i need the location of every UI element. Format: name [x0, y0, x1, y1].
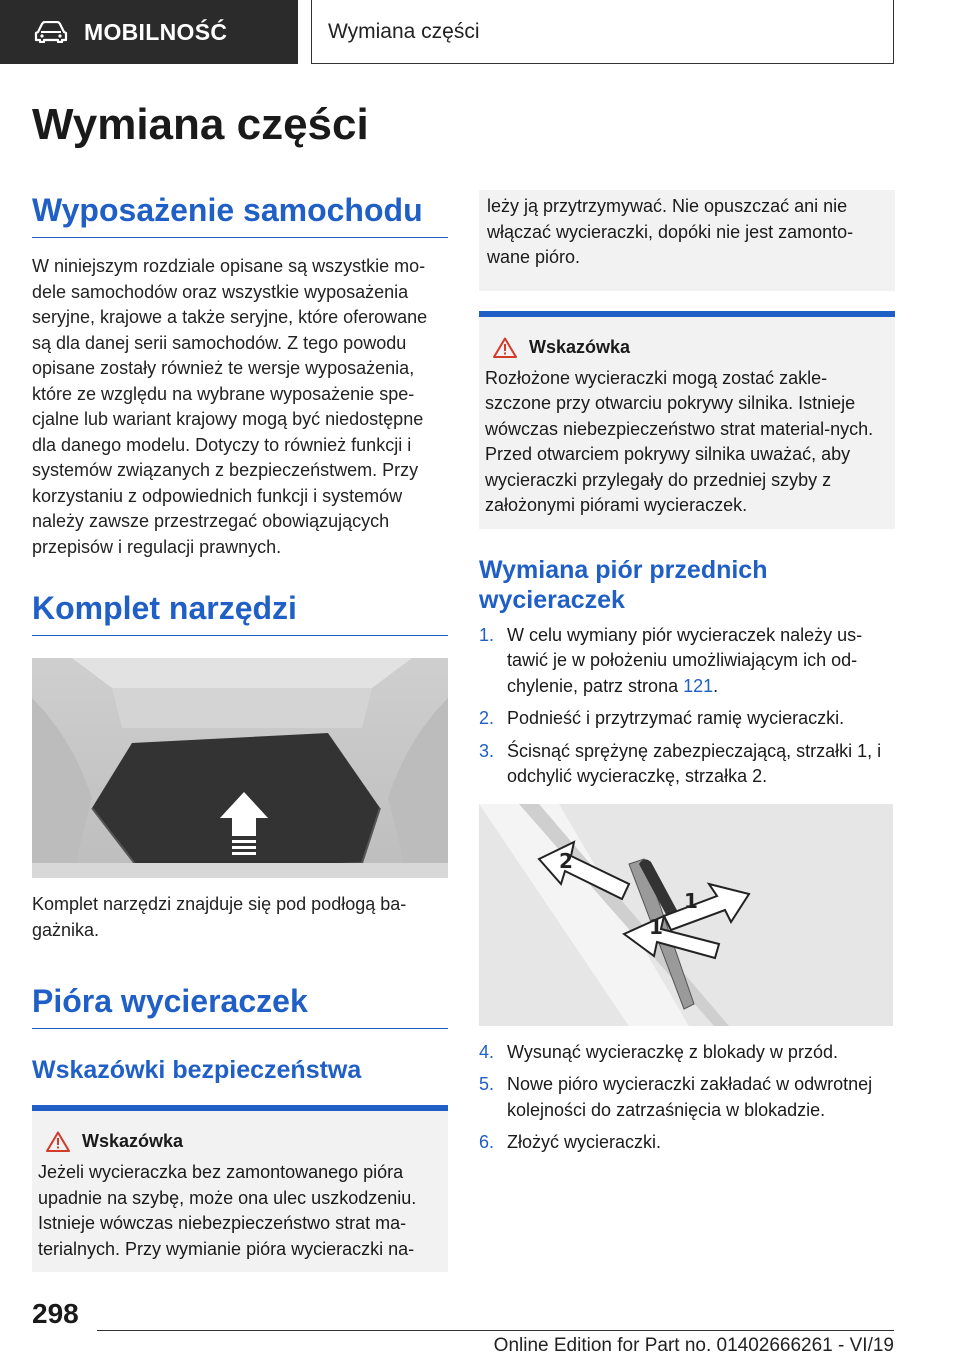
- step-text: [507, 706, 895, 732]
- step-item: [479, 1130, 895, 1156]
- step-text: [507, 623, 895, 700]
- footer-divider: [97, 1330, 894, 1331]
- warning-icon: [493, 337, 517, 358]
- right-column: [479, 190, 895, 1163]
- warning-title: Wskazówka: [529, 336, 631, 357]
- step-text: [507, 1130, 895, 1156]
- step-text: [507, 1040, 895, 1066]
- step-number: 5.: [479, 1074, 495, 1094]
- warning-box-1-continued: leży ją przytrzymywać. Nie opuszczać ani nie włączać wycieraczki, dopóki nie jest zamonto-wane pióro.: [479, 190, 895, 291]
- step-number: 6.: [479, 1132, 495, 1152]
- step-item: [479, 1040, 895, 1066]
- steps-list-b: [479, 1040, 895, 1156]
- step-number: 3.: [479, 740, 495, 761]
- step-text-after: .: [713, 675, 719, 696]
- warning-box-1: [32, 1105, 448, 1272]
- section-title-toolkit: Komplet narzędzi: [32, 590, 448, 636]
- figure-label-2: 2: [559, 848, 573, 873]
- step-number: 2.: [479, 708, 495, 728]
- step-text-main: Złożyć wycieraczki.: [507, 1132, 662, 1152]
- step-text-main: Wysunąć wycieraczkę z blokady w przód.: [507, 1041, 838, 1062]
- car-icon: [34, 21, 68, 43]
- step-number: 4.: [479, 1041, 495, 1062]
- equipment-text: W niniejszym rozdziale opisane są wszystkie mo-dele samochodów oraz wszystkie wyposażenia seryjne, krajowe a także seryjne, które oferowane są dla danej serii samochodów. Z tego powodu opisane zostały również te wersje wyposażenia, które ze względu na wybrane wyposażenie spe-cjalne lub wariant krajowy mogą być niedostępne dla danego modelu. Dotyczy to również funkcji i systemów związanych z bezpieczeństwem. Przy korzystaniu z odpowiednich funkcji i systemów należy zawsze przestrzegać obowiązujących przepisów i regulacji prawnych.: [32, 256, 428, 557]
- steps-list-a: [479, 623, 895, 790]
- step-text-main: W celu wymiany piór wycieraczek należy us-tawić je w położeniu umożliwiającym ich od-chylenie, patrz strona: [507, 624, 863, 696]
- breadcrumb: [311, 0, 894, 64]
- warning-box-2: [479, 311, 895, 529]
- section-label: MOBILNOŚĆ: [84, 18, 228, 45]
- step-text-main: Nowe pióro wycieraczki zakładać w odwrotnej kolejności do zatrzaśnięcia w blokadzie.: [507, 1074, 873, 1120]
- warning-header: [32, 1111, 448, 1160]
- page-link[interactable]: 121: [683, 675, 714, 696]
- warning-text: Rozłożone wycieraczki mogą zostać zakle-szczone przy otwarciu pokrywy silnika. Istnieje wówczas niebezpieczeństwo strat material-nych. Przed otwarciem pokrywy silnika uważać, aby wycieraczki przylegały do przedniej szyby z założonymi piórami wycieraczek.: [485, 367, 874, 515]
- step-text: [507, 739, 895, 790]
- warning-title: Wskazówka: [82, 1131, 184, 1151]
- step-item: [479, 739, 895, 790]
- step-text: [507, 1072, 895, 1123]
- figure-label-1b: 1: [684, 888, 698, 913]
- step-item: [479, 1072, 895, 1123]
- breadcrumb-text: Wymiana części: [328, 19, 480, 43]
- section-title-wipers: Pióra wycieraczek: [32, 983, 448, 1029]
- step-item: [479, 623, 895, 700]
- wiper-figure: [479, 804, 893, 1026]
- page-number: 298: [32, 1298, 79, 1329]
- section-tab[interactable]: [0, 0, 298, 64]
- subsection-replace-front-wipers: Wymiana piór przednich wycieraczek: [479, 555, 768, 614]
- warning-icon: [46, 1131, 70, 1152]
- subsection-safety: Wskazówki bezpieczeństwa: [32, 1056, 362, 1084]
- page-title: Wymiana części: [32, 100, 369, 149]
- step-text-main: Ścisnąć sprężynę zabezpieczającą, strzałki 1, i odchylić wycieraczkę, strzałka 2.: [507, 740, 882, 786]
- step-item: [479, 706, 895, 732]
- section-title-equipment: Wyposażenie samochodu: [32, 192, 448, 238]
- figure-label-1a: 1: [649, 914, 663, 939]
- trunk-photo: [32, 658, 448, 878]
- step-text-main: Podnieść i przytrzymać ramię wycieraczki.: [507, 708, 845, 728]
- footer-edition: Online Edition for Part no. 01402666261 - VI/19: [493, 1335, 894, 1356]
- warning-header: [479, 317, 895, 366]
- left-column: [32, 192, 448, 1272]
- step-number: 1.: [479, 624, 495, 645]
- warning-text: Jeżeli wycieraczka bez zamontowanego pióra upadnie na szybę, może ona ulec uszkodzeniu. Istnieje wówczas niebezpieczeństwo strat ma-terialnych. Przy wymianie pióra wycieraczki na-: [38, 1162, 417, 1259]
- toolkit-caption: Komplet narzędzi znajduje się pod podłogą ba-gażnika.: [32, 894, 407, 940]
